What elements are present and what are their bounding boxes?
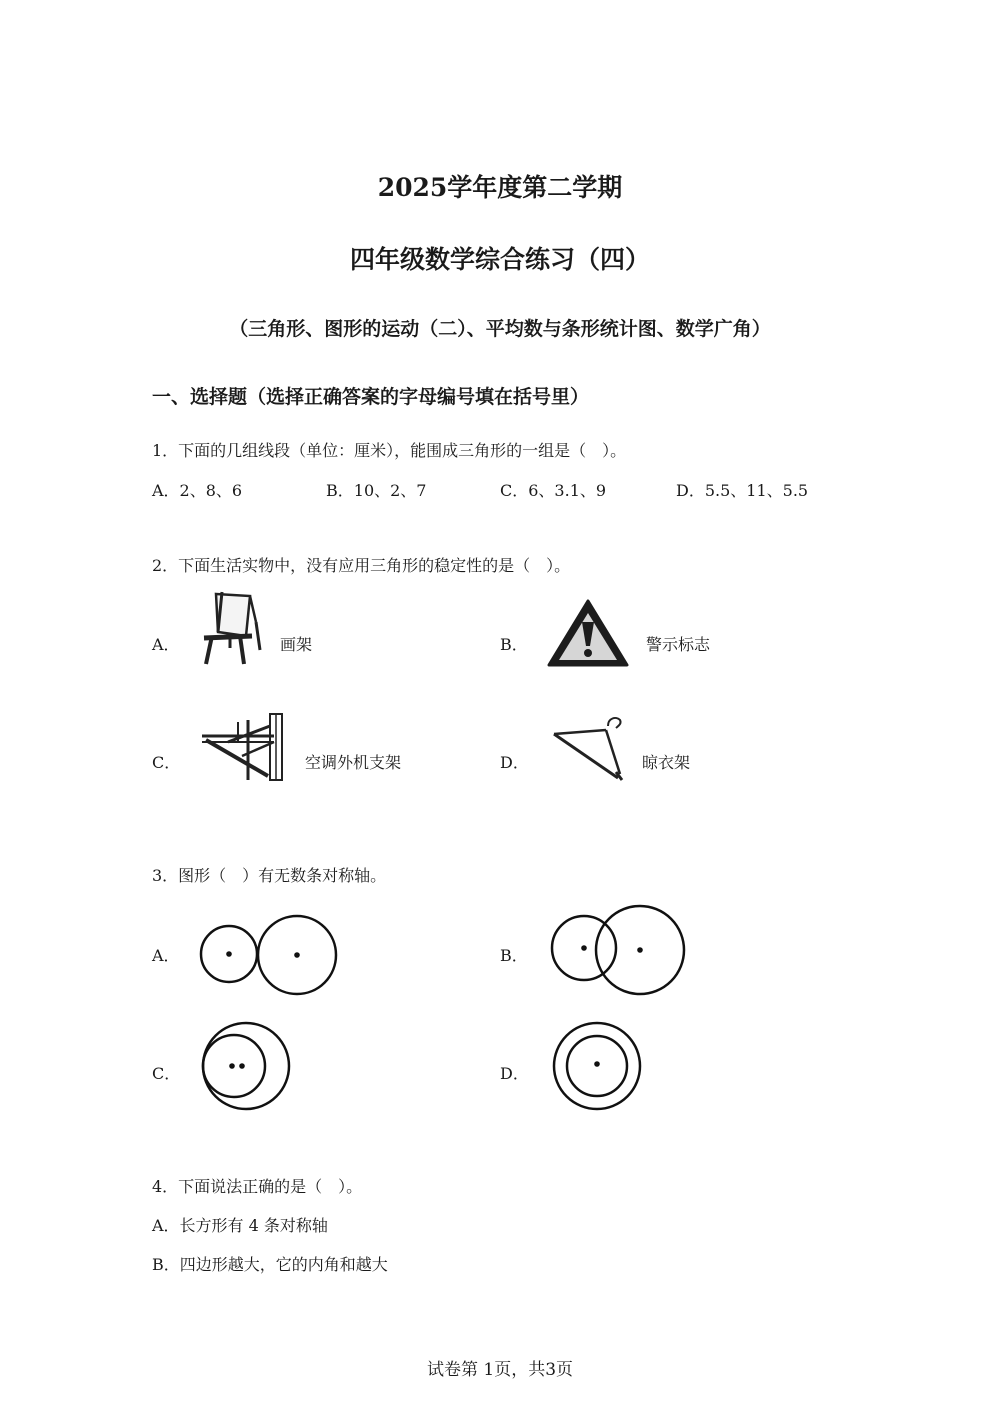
clothes-hanger-icon xyxy=(550,712,630,784)
q1-option-a: A．2、8、6 xyxy=(152,481,243,500)
q1-option-b: B．10、2、7 xyxy=(326,481,427,500)
q2-option-c-letter: C． xyxy=(152,753,181,772)
q1-option-c: C．6、3.1、9 xyxy=(500,481,607,500)
q2-option-a-label: 画架 xyxy=(280,635,313,654)
page-footer: 试卷第 1页，共3页 xyxy=(426,1360,574,1380)
q4-stem: 4．下面说法正确的是（ ）。 xyxy=(152,1177,363,1196)
q3-stem: 3．图形（ ）有无数条对称轴。 xyxy=(152,866,387,885)
two-separate-circles-icon xyxy=(196,912,342,998)
q2-option-a-letter: A． xyxy=(152,635,180,654)
easel-icon xyxy=(200,590,266,668)
q4-option-b: B．四边形越大，它的内角和越大 xyxy=(152,1255,388,1274)
warning-sign-icon xyxy=(546,598,630,668)
exam-subtitle: （三角形、图形的运动（二）、平均数与条形统计图、数学广角） xyxy=(229,318,771,340)
q1-stem: 1．下面的几组线段（单位：厘米），能围成三角形的一组是（ ）。 xyxy=(152,441,627,460)
q2-option-d-letter: D． xyxy=(500,753,529,772)
q3-option-a-letter: A． xyxy=(152,946,180,965)
two-overlapping-circles-icon xyxy=(548,904,690,998)
q2-option-d-label: 晾衣架 xyxy=(642,753,691,772)
q2-option-c-label: 空调外机支架 xyxy=(305,753,402,772)
q3-option-b-letter: B． xyxy=(500,946,528,965)
q1-option-d: D．5.5、11、5.5 xyxy=(676,481,809,500)
concentric-circles-icon xyxy=(550,1020,644,1112)
ac-bracket-icon xyxy=(198,712,288,782)
q4-option-a: A．长方形有 4 条对称轴 xyxy=(152,1216,328,1235)
q3-option-c-letter: C． xyxy=(152,1064,181,1083)
q2-stem: 2．下面生活实物中，没有应用三角形的稳定性的是（ ）。 xyxy=(152,556,571,575)
exam-title-line1: 2025学年度第二学期 xyxy=(377,173,623,202)
exam-title-line2: 四年级数学综合练习（四） xyxy=(349,245,650,274)
section-heading-choice: 一、选择题（选择正确答案的字母编号填在括号里） xyxy=(152,386,590,408)
internally-tangent-circles-icon xyxy=(198,1020,294,1112)
q2-option-b-letter: B． xyxy=(500,635,528,654)
q2-option-b-label: 警示标志 xyxy=(646,635,711,654)
q3-option-d-letter: D． xyxy=(500,1064,529,1083)
